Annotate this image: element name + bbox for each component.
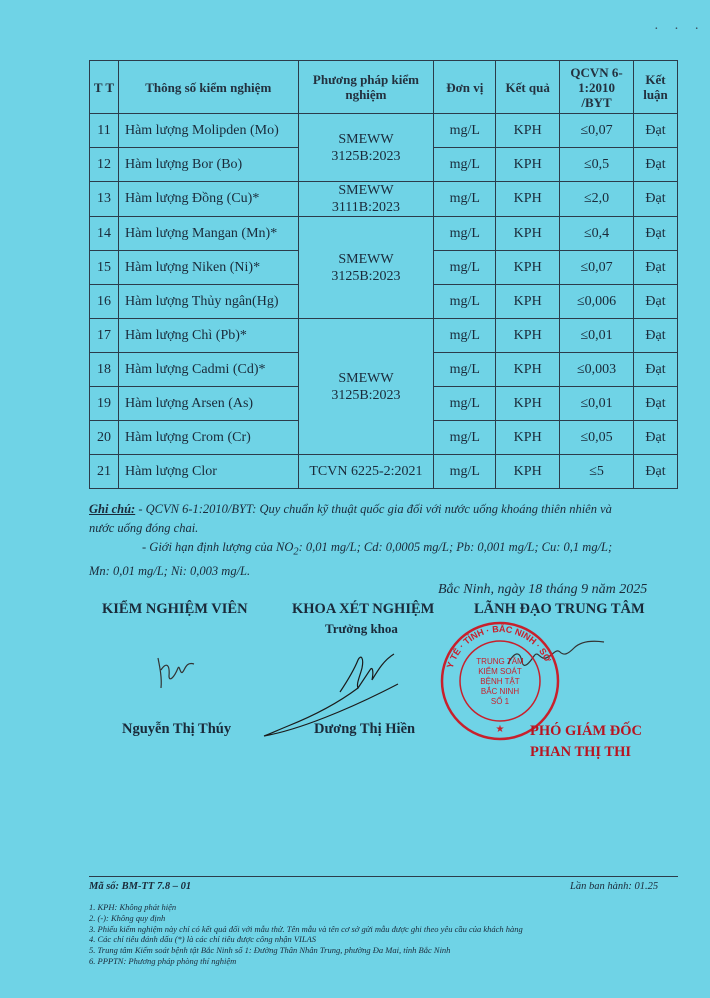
deputy-director-title: PHÓ GIÁM ĐỐC [530,723,642,739]
row-number: 17 [90,319,119,353]
note-line-3-sub: 2 [293,546,299,558]
row-number: 16 [90,285,119,319]
limit-cell: ≤2,0 [560,182,634,217]
method-cell [298,114,434,182]
method-cell [298,319,434,455]
svg-text:TRUNG TÂM: TRUNG TÂM [476,657,524,666]
result-cell: KPH [496,387,560,421]
svg-text:SỐ 1: SỐ 1 [490,697,510,706]
row-number: 14 [90,217,119,251]
footer-note: 1. KPH: Không phát hiện [89,902,177,912]
unit-cell: mg/L [434,353,496,387]
method-line1: SMEWW [338,183,394,198]
header-param: Thông số kiểm nghiệm [118,61,298,114]
unit-cell: mg/L [434,217,496,251]
table-row [90,217,678,251]
table-row [90,114,678,148]
result-cell: KPH [496,148,560,182]
unit-cell: mg/L [434,387,496,421]
note-line-3: - Giới hạn định lượng của NO [142,540,294,554]
limit-cell: ≤0,4 [560,217,634,251]
limit-cell: ≤0,05 [560,421,634,455]
svg-text:Y TẾ · TỈNH · BẮC NINH ·: Y TẾ · TỈNH · BẮC NINH · SỞ [444,623,553,670]
conclusion-cell: Đạt [634,182,678,217]
svg-text:KIỂM SOÁT: KIỂM SOÁT [478,667,522,676]
method-line2: 3125B:2023 [331,148,401,164]
method-line2: 3111B:2023 [331,200,401,215]
footer-notes [89,902,523,967]
name-dept-head: Dương Thị Hiền [314,721,416,737]
conclusion-cell: Đạt [634,251,678,285]
limit-cell: ≤0,01 [560,387,634,421]
table-header-row [90,61,678,114]
result-cell: KPH [496,182,560,217]
method-line1: SMEWW [338,370,394,386]
param-name: Hàm lượng Chì (Pb)* [118,319,298,353]
role-lab-dept: KHOA XÉT NGHIỆM [292,601,435,617]
row-number: 19 [90,387,119,421]
footer-note: 6. PPPTN: Phương pháp phòng thí nghiệm [89,955,237,966]
role-lab-dept-head: Trưởng khoa [325,621,398,636]
svg-text:BẮC NINH: BẮC NINH [480,687,520,696]
row-number: 15 [90,251,119,285]
method-cell [298,455,434,489]
unit-cell: mg/L [434,285,496,319]
header-tt: T T [90,61,119,114]
param-name: Hàm lượng Thủy ngân(Hg) [118,285,298,319]
conclusion-cell: Đạt [634,285,678,319]
unit-cell: mg/L [434,114,496,148]
notes-label: Ghi chú: [89,502,136,516]
footer-note: 2. (-): Không quy định [89,912,166,923]
limit-cell: ≤0,07 [560,114,634,148]
method-line1: SMEWW [338,251,394,267]
header-result: Kết quả [496,61,560,114]
note-line-2: nước uống đóng chai. [89,521,199,535]
limit-cell: ≤0,01 [560,319,634,353]
result-cell: KPH [496,251,560,285]
method-line2: 3125B:2023 [331,268,401,284]
note-line-3-rest: : 0,01 mg/L; Cd: 0,0005 mg/L; Pb: 0,001 mg/L; Cu: 0,1 mg/L; [298,540,613,554]
table-row [90,319,678,353]
result-cell: KPH [496,285,560,319]
param-name: Hàm lượng Clor [118,455,298,489]
conclusion-cell: Đạt [634,217,678,251]
row-number: 21 [90,455,119,489]
row-number: 18 [90,353,119,387]
param-name: Hàm lượng Mangan (Mn)* [118,217,298,251]
unit-cell: mg/L [434,319,496,353]
limit-cell: ≤5 [560,455,634,489]
result-cell: KPH [496,353,560,387]
issue-number: Lần ban hành: 01.25 [570,881,659,892]
row-number: 12 [90,148,119,182]
param-name: Hàm lượng Cadmi (Cd)* [118,353,298,387]
name-analyst: Nguyễn Thị Thúy [122,721,232,737]
result-cell: KPH [496,114,560,148]
role-director: LÃNH ĐẠO TRUNG TÂM [474,601,645,617]
header-unit: Đơn vị [434,61,496,114]
conclusion-cell: Đạt [634,455,678,489]
param-name: Hàm lượng Đồng (Cu)* [118,182,298,217]
conclusion-cell: Đạt [634,114,678,148]
unit-cell: mg/L [434,251,496,285]
method-line1: TCVN 6225-2:2021 [309,464,423,479]
limit-cell: ≤0,5 [560,148,634,182]
result-cell: KPH [496,319,560,353]
conclusion-cell: Đạt [634,148,678,182]
result-cell: KPH [496,217,560,251]
footer-note: 5. Trung tâm Kiểm soát bệnh tật Bắc Ninh số 1: Đường Thân Nhân Trung, phường Đa Mai, tỉnh Bắc Ninh [89,945,451,956]
conclusion-cell: Đạt [634,421,678,455]
param-name: Hàm lượng Bor (Bo) [118,148,298,182]
signing-date: Bắc Ninh, ngày 18 tháng 9 năm 2025 [438,582,648,597]
method-line2: 3125B:2023 [331,387,401,403]
row-number: 13 [90,182,119,217]
limit-cell: ≤0,003 [560,353,634,387]
footer-note: 4. Các chỉ tiêu đánh dấu (*) là các chỉ tiêu được công nhận VILAS [89,934,317,945]
header-conclusion: Kết luận [634,61,678,114]
method-cell [298,182,434,217]
limit-cell: ≤0,07 [560,251,634,285]
result-cell: KPH [496,421,560,455]
form-code: Mã số: BM-TT 7.8 – 01 [89,881,192,892]
unit-cell: mg/L [434,182,496,217]
results-table [89,60,678,489]
conclusion-cell: Đạt [634,353,678,387]
method-cell [298,217,434,319]
signature-analyst [150,648,210,698]
footer-divider [89,876,678,877]
unit-cell: mg/L [434,455,496,489]
corner-marks: · · · [654,22,705,37]
result-cell: KPH [496,455,560,489]
conclusion-cell: Đạt [634,319,678,353]
table-row [90,182,678,217]
row-number: 20 [90,421,119,455]
conclusion-cell: Đạt [634,387,678,421]
method-line1: SMEWW [338,131,394,147]
param-name: Hàm lượng Arsen (As) [118,387,298,421]
row-number: 11 [90,114,119,148]
note-line-1: - QCVN 6-1:2010/BYT: Quy chuẩn kỹ thuật quốc gia đối với nước uống khoáng thiên nhiên và [138,502,612,516]
param-name: Hàm lượng Crom (Cr) [118,421,298,455]
unit-cell: mg/L [434,148,496,182]
svg-text:★: ★ [495,724,505,735]
name-director: PHAN THỊ THI [530,744,631,760]
table-row [90,455,678,489]
header-standard: QCVN 6-1:2010 /BYT [560,61,634,114]
notes-section [89,500,689,581]
limit-cell: ≤0,006 [560,285,634,319]
param-name: Hàm lượng Niken (Ni)* [118,251,298,285]
note-line-4: Mn: 0,01 mg/L; Ni: 0,003 mg/L. [89,563,251,578]
header-method: Phương pháp kiểm nghiệm [298,61,434,114]
role-analyst: KIỂM NGHIỆM VIÊN [102,601,248,617]
unit-cell: mg/L [434,421,496,455]
param-name: Hàm lượng Molipden (Mo) [118,114,298,148]
svg-text:BỆNH TẬT: BỆNH TẬT [480,677,520,686]
footer-note: 3. Phiếu kiểm nghiệm này chỉ có kết quả đối với mẫu thử. Tên mẫu và tên cơ sở gửi mẫu được ghi theo yêu cầu của khách hàng [89,923,523,934]
